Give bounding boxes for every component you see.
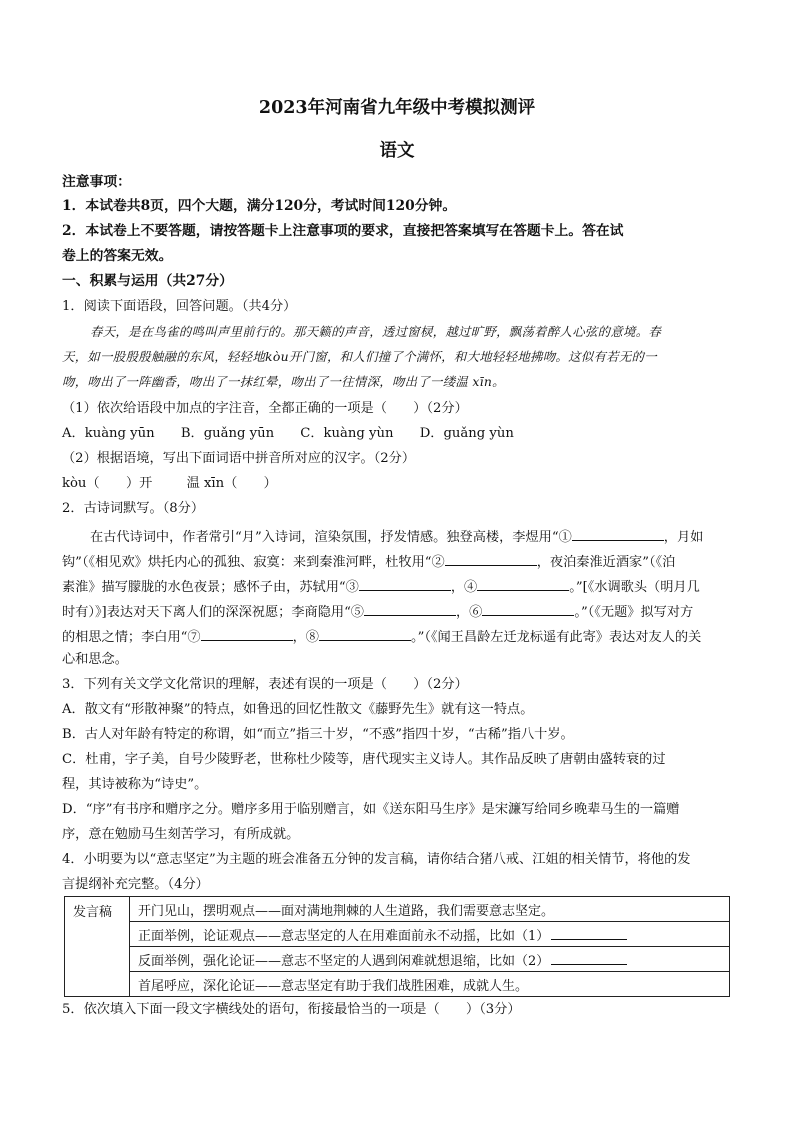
poem-line: 素淮》描写朦胧的水色夜景；感怀子由，苏轼用“③ ，④ 。”[《水调歌头（明月几 [62, 580, 700, 595]
notice-item: 1．本试卷共8页，四个大题，满分120分，考试时间120分钟。 [62, 198, 457, 214]
speech-outline-table [64, 896, 730, 997]
blank-8[interactable] [319, 628, 411, 641]
poem-line: 在古代诗词中，作者常引“月”入诗词，渲染氛围，抒发情感。独登高楼，李煜用“① ，月如 [90, 530, 704, 545]
question-prompt: 4．小明要为以“意志坚定”为主题的班会准备五分钟的发言稿，请你结合猪八戒、江姐的相关情节，将他的发 [62, 852, 691, 867]
notice-item: 卷上的答案无效。 [62, 248, 173, 264]
choice-line[interactable]: D．“序”有书序和赠序之分。赠序多用于临别赠言，如《送东阳马生序》是宋濂写给同乡晚辈马生的一篇赠 [62, 802, 680, 817]
notice-item: 2．本试卷上不要答题，请按答题卡上注意事项的要求，直接把答案填写在答题卡上。答在试 [62, 223, 624, 239]
outline-row: 首尾呼应，深化论证——意志坚定有助于我们战胜困难，成就人生。 [130, 972, 730, 997]
notice-heading: 注意事项： [62, 174, 131, 190]
exam-title: 2023年河南省九年级中考模拟测评 [258, 98, 536, 118]
choice-line[interactable]: A．散文有“形散神聚”的特点，如鲁迅的回忆性散文《藤野先生》就有这一特点。 [62, 702, 534, 717]
outline-row: 开门见山，摆明观点——面对满地荆棘的人生道路，我们需要意志坚定。 [130, 897, 730, 922]
choice-line[interactable]: C．杜甫，字子美，自号少陵野老，世称杜少陵等，唐代现实主义诗人。其作品反映了唐朝由盛转衰的过 [62, 752, 666, 767]
outline-head: 发言稿 [65, 897, 130, 997]
answer-blank-1[interactable] [551, 927, 627, 940]
section-heading: 一、积累与运用（共27分） [62, 273, 233, 289]
passage-line: 吻，吻出了一阵幽香，吻出了一抹红晕，吻出了一往情深，吻出了一缕温 xīn。 [62, 374, 505, 389]
outline-row: 正面举例，论证观点——意志坚定的人在用难面前永不动摇，比如（1） [130, 922, 730, 947]
blank-2[interactable] [445, 553, 537, 566]
answer-options [62, 427, 514, 440]
blank-7[interactable] [201, 628, 293, 641]
poem-line: 心和思念。 [62, 652, 128, 667]
fill-kou[interactable]: kòu（ ）开 [62, 476, 153, 491]
question-prompt: 5．依次填入下面一段文字横线处的语句，衔接最恰当的一项是（ ）（3分） [62, 1002, 521, 1017]
option-c[interactable]: C．kuàng yùn [300, 426, 394, 441]
blank-4[interactable] [477, 578, 569, 591]
subject-title: 语文 [379, 141, 415, 161]
poem-line: 的相思之情；李白用“⑦ ，⑧ 。”（《闻王昌龄左迁龙标遥有此寄》表达对友人的关 [62, 630, 702, 645]
option-d[interactable]: D．guǎng yùn [419, 426, 514, 441]
question-prompt: 2．古诗词默写。（8分） [62, 501, 205, 516]
option-a[interactable]: A．kuàng yūn [62, 426, 155, 441]
outline-row: 反面举例，强化论证——意志不坚定的人遇到闲难就想退缩，比如（2） [130, 947, 730, 972]
blank-5[interactable] [364, 603, 456, 616]
poem-line: 时有）》]表达对天下离人们的深深祝愿；李商隐用“⑤ ，⑥ 。”（《无题》拟写对方 [62, 605, 694, 620]
sub-question: （2）根据语境，写出下面词语中拼音所对应的汉字。（2分） [62, 451, 416, 466]
option-b[interactable]: B．guǎng yūn [180, 426, 275, 441]
blank-3[interactable] [359, 578, 451, 591]
blank-1[interactable] [572, 528, 664, 541]
poem-line: 钩”（《相见欢》烘托内心的孤独、寂寞：来到秦淮河畔，杜牧用“② ，夜泊秦淮近酒家”（《泊 [62, 555, 676, 570]
blank-6[interactable] [482, 603, 574, 616]
passage-line: 天，如一股殷殷触融的东风，轻轻地kòu开门窗，和人们撞了个满怀，和大地轻轻地拂吻。这似有若无的一 [62, 349, 657, 364]
question-prompt: 言提纲补充完整。（4分） [62, 877, 209, 892]
passage-line: 春天，是在鸟雀的鸣叫声里前行的。那天籁的声音，透过窗棂，越过旷野，飘荡着醉人心弦的意境。春 [90, 324, 662, 339]
sub-question: （1）依次给语段中加点的字注音，全都正确的一项是（ ）（2分） [62, 401, 468, 416]
choice-line: 程，其诗被称为“诗史”。 [62, 777, 208, 792]
choice-line: 序，意在勉励马生刻苦学习，有所成就。 [62, 827, 300, 842]
fill-in-line [62, 477, 277, 490]
question-prompt: 3．下列有关文学文化常识的理解，表述有误的一项是（ ）（2分） [62, 677, 468, 692]
answer-blank-2[interactable] [551, 952, 627, 965]
fill-xin[interactable]: 温 xīn（ ） [186, 476, 277, 491]
choice-line[interactable]: B．古人对年龄有特定的称谓，如“而立”指三十岁，“不惑”指四十岁，“古稀”指八十岁。 [62, 727, 574, 742]
question-prompt: 1．阅读下面语段，回答问题。（共4分） [62, 299, 297, 314]
